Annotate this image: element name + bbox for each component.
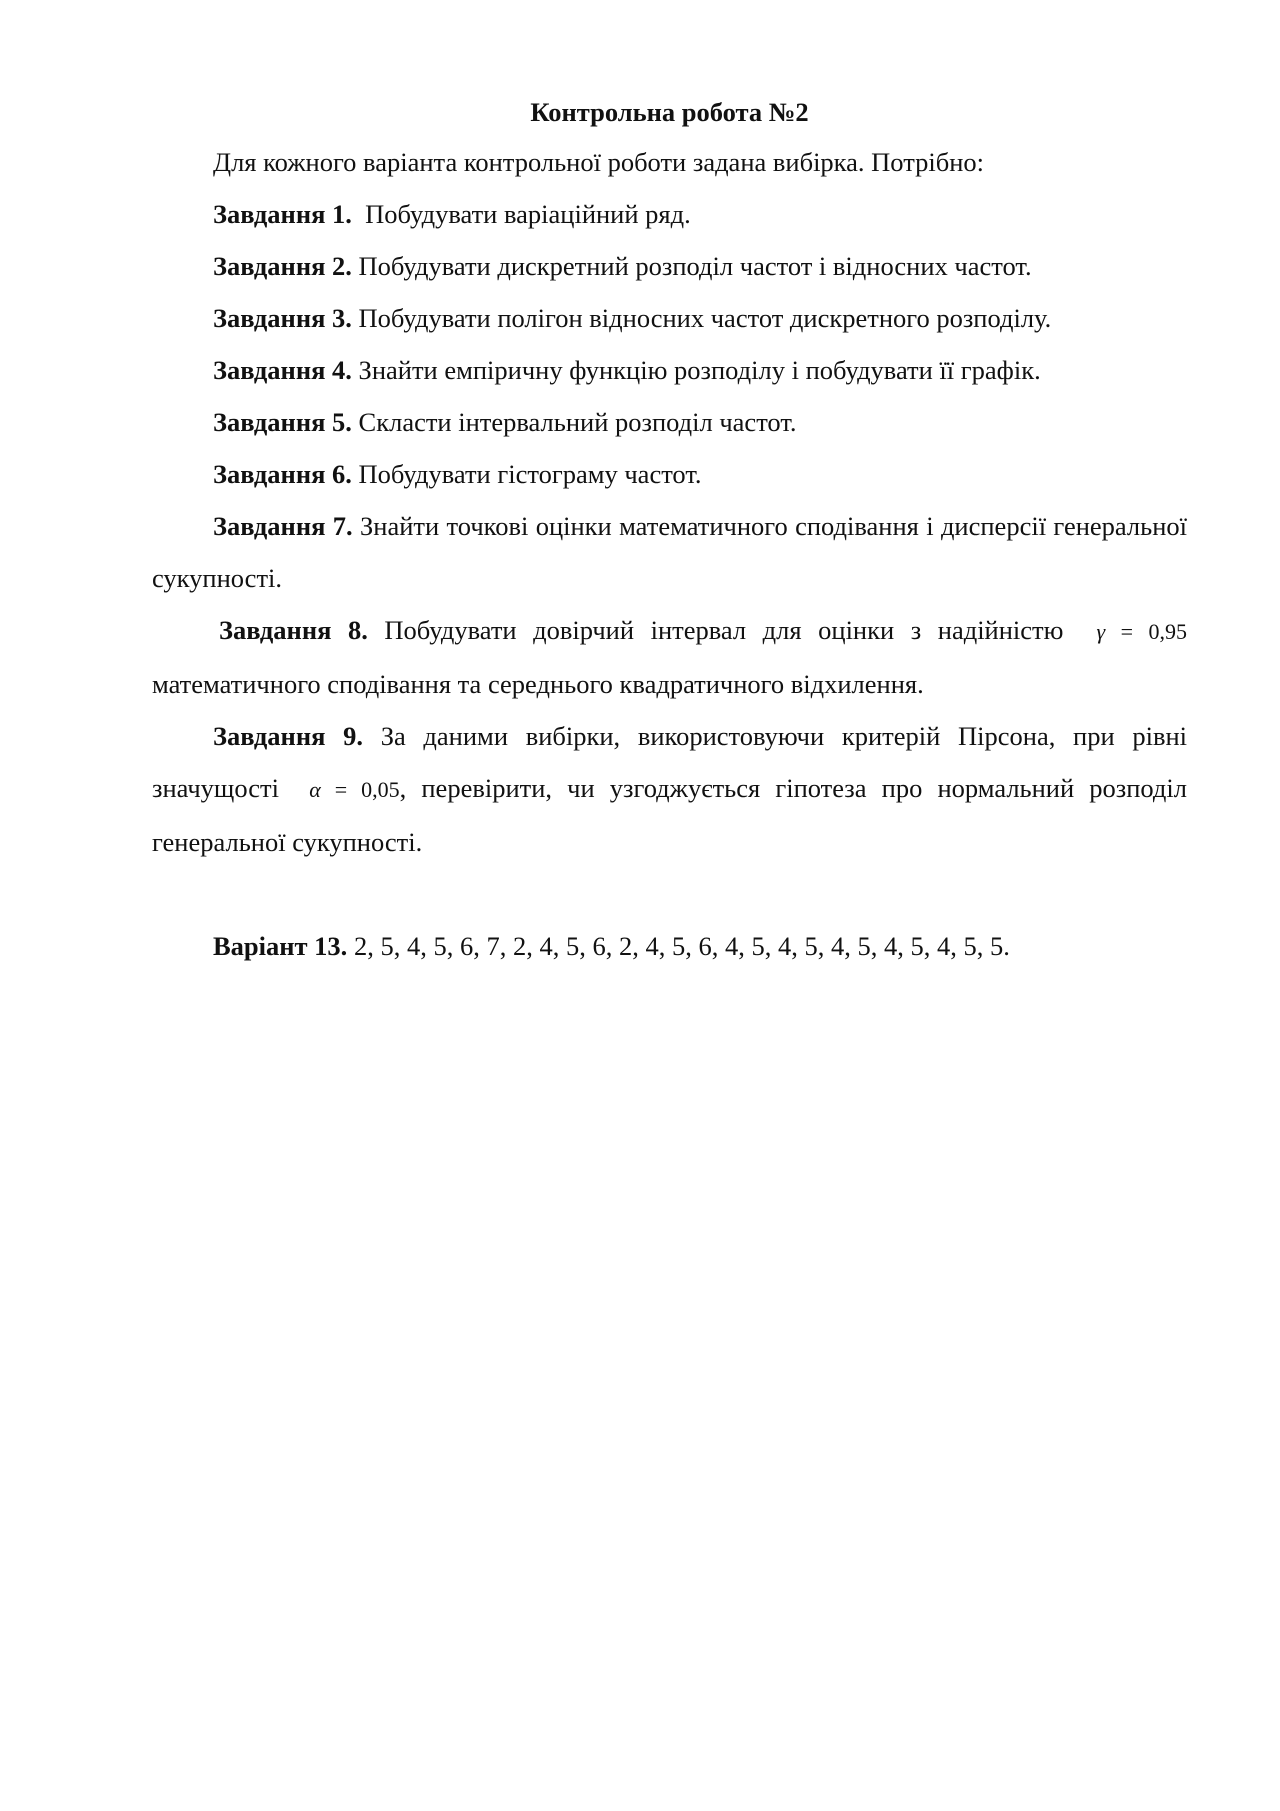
task-3 (152, 292, 1187, 344)
task-8-text-before: Побудувати довірчий інтервал для оцінки з надійністю (384, 615, 1064, 645)
task-9-text-after: , перевірити, чи узгоджується гіпотеза про нормальний розподіл генеральної сукупності. (152, 773, 1187, 857)
task-3-label: Завдання 3. (213, 303, 352, 333)
task-7-text: Знайти точкові оцінки математичного сподівання і дисперсії генеральної сукупності. (152, 511, 1187, 593)
variant-line (152, 920, 1187, 972)
task-1 (152, 188, 1187, 240)
task-8-label: Завдання 8. (219, 615, 368, 645)
task-5-label: Завдання 5. (213, 407, 352, 437)
alpha-symbol: α (309, 777, 321, 802)
task-4 (152, 344, 1187, 396)
task-7 (152, 500, 1187, 604)
document-title: Контрольна робота №2 (530, 97, 809, 127)
task-6 (152, 448, 1187, 500)
variant-label: Варіант 13. (213, 931, 348, 961)
variant-values: 2, 5, 4, 5, 6, 7, 2, 4, 5, 6, 2, 4, 5, 6, 4, 5, 4, 5, 4, 5, 4, 5, 4, 5, 5. (353, 931, 1010, 961)
task-9-label: Завдання 9. (213, 721, 363, 751)
task-8-formula (1097, 619, 1187, 644)
gamma-symbol: γ (1096, 619, 1106, 644)
task-9-text-before: За даними вибірки, використовуючи критерій Пірсона, при рівні значущості (152, 721, 1188, 803)
task-1-text: Побудувати варіаційний ряд. (365, 199, 691, 229)
task-2-text: Побудувати дискретний розподіл частот і відносних частот. (358, 251, 1032, 281)
task-7-label: Завдання 7. (213, 511, 353, 541)
task-9-formula (309, 777, 399, 802)
task-6-label: Завдання 6. (213, 459, 352, 489)
blank-line (152, 868, 1187, 920)
intro-paragraph (152, 136, 1187, 188)
task-2-label: Завдання 2. (213, 251, 352, 281)
task-6-text: Побудувати гістограму частот. (358, 459, 702, 489)
document-page (152, 90, 1187, 972)
task-9-formula-value: = 0,05 (320, 777, 400, 802)
task-4-text: Знайти емпіричну функцію розподілу і побудувати її графік. (358, 355, 1041, 385)
task-4-label: Завдання 4. (213, 355, 352, 385)
task-8 (152, 604, 1187, 710)
task-5 (152, 396, 1187, 448)
task-5-text: Скласти інтервальний розподіл частот. (358, 407, 797, 437)
task-2 (152, 240, 1187, 292)
task-9 (152, 710, 1187, 868)
task-3-text: Побудувати полігон відносних частот дискретного розподілу. (358, 303, 1052, 333)
task-8-text-after: математичного сподівання та середнього квадратичного відхилення. (152, 669, 924, 699)
task-1-label: Завдання 1. (213, 199, 352, 229)
intro-text: Для кожного варіанта контрольної роботи задана вибірка. Потрібно: (213, 147, 984, 177)
task-8-formula-value: = 0,95 (1105, 619, 1187, 644)
